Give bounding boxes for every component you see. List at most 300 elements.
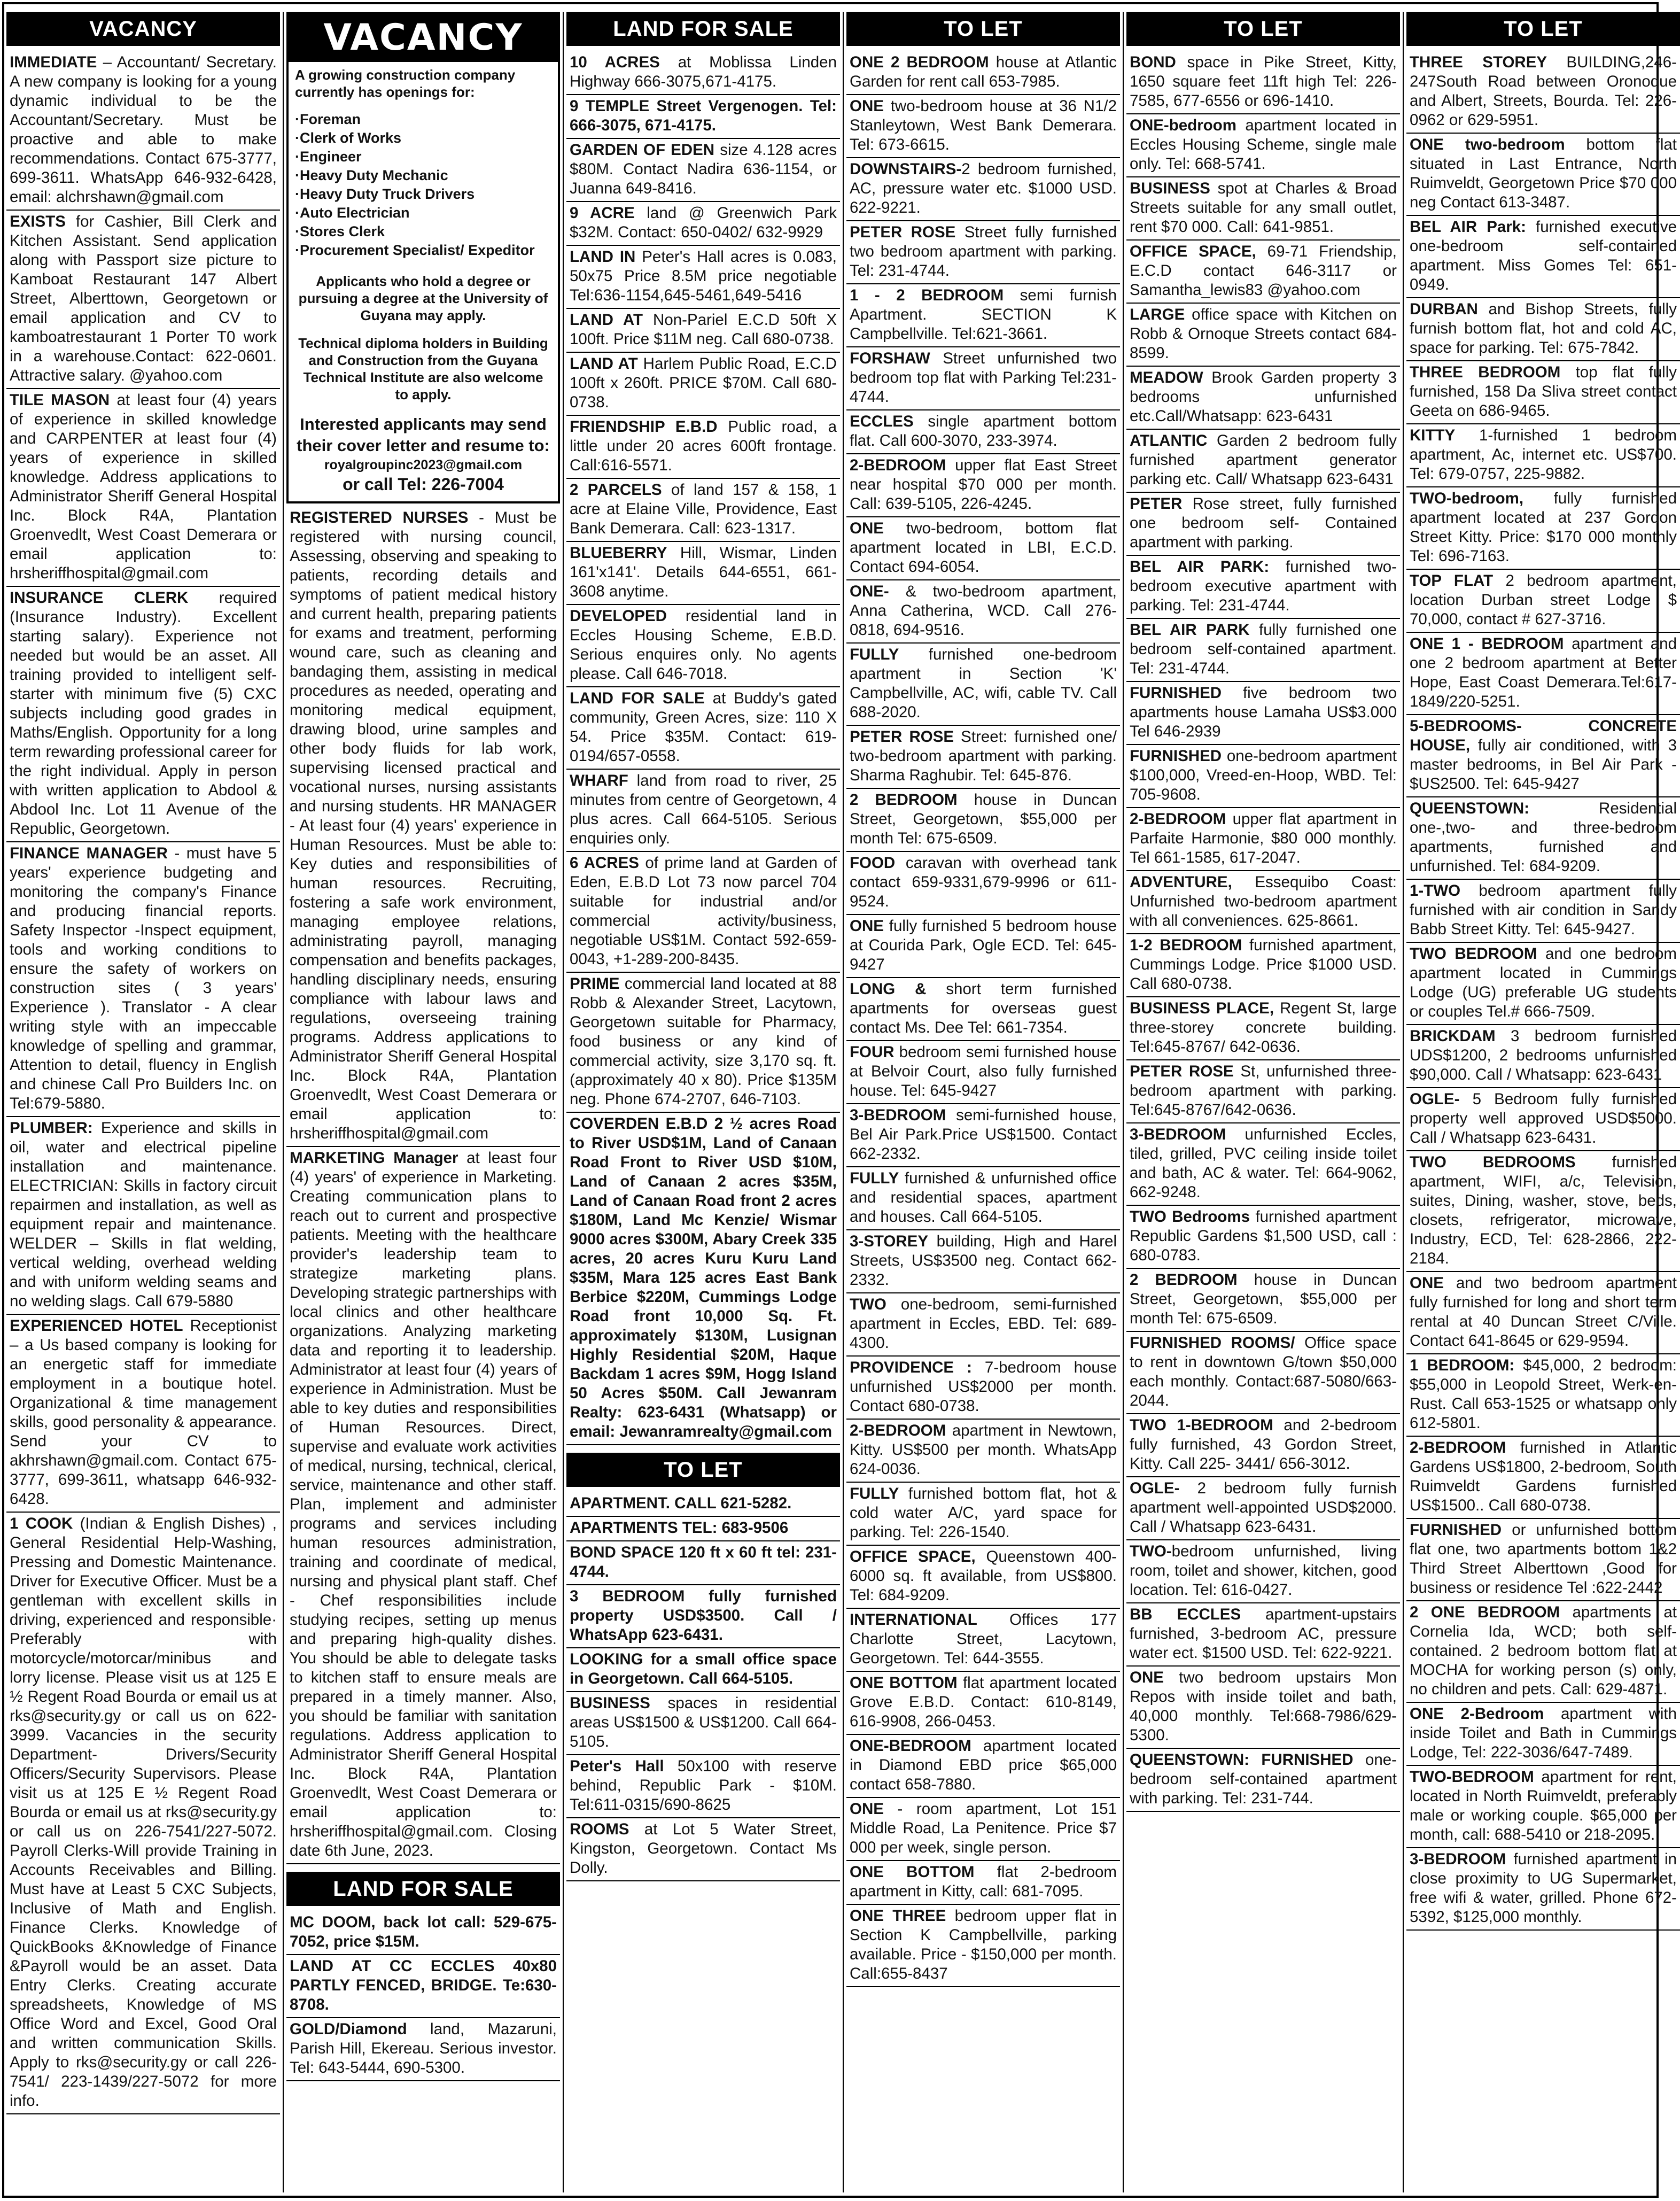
ad-text: house in Duncan Street, Georgetown, $55,000 per month Tel: 675-6509.	[1130, 1271, 1397, 1327]
classified-ad	[1406, 1272, 1680, 1354]
ad-lead: BLUEBERRY	[570, 544, 667, 562]
ad-text: bedroom upper flat in Section K Campbellville, parking available. Price - $150,000 per month. Call:655-8437	[850, 1907, 1117, 1982]
ad-text: apartment-upstairs furnished, 3-bedroom AC, pressure water ect. $1500 USD. Tel: 622-9221.	[1130, 1606, 1397, 1662]
ad-text: furnished two-bedroom executive apartment with parking. Tel: 231-4744.	[1130, 558, 1397, 614]
classified-ad	[566, 1492, 840, 1517]
classified-ad	[1126, 1414, 1400, 1477]
ad-text: and two bedroom apartment fully furnished for long and short term rental at 40 Duncan Street C/Ville. Contact 641-8645 or 629-9594.	[1410, 1274, 1677, 1350]
classified-ad	[286, 1147, 560, 1864]
ad-text: 40x80 PARTLY FENCED, BRIDGE. Te:630-8708.	[290, 1957, 557, 2013]
ad-text: St, unfurnished three-bedroom apartment with parking. Tel:645-8767/642-0636.	[1130, 1063, 1397, 1119]
ad-lead: TWO BEDROOM	[1410, 945, 1537, 963]
ad-text: and 2-bedroom fully furnished, 43 Gordon Street, Kitty. Call 225- 3441/ 656-3012.	[1130, 1416, 1397, 1472]
classified-ad	[1406, 1088, 1680, 1151]
classified-ad	[1406, 1766, 1680, 1848]
display-ad-cta: Interested applicants may send their cover letter and resume to:	[297, 415, 550, 455]
ad-lead: GARDEN OF EDEN	[570, 141, 715, 159]
display-ad-title: VACANCY	[289, 14, 558, 62]
ad-text: 69-71 Friendship, E.C.D contact 646-3117 or Samantha_lewis83 @yahoo.com	[1130, 243, 1397, 299]
classified-ad	[1126, 304, 1400, 367]
ad-lead: ONE	[850, 520, 884, 537]
classified-ad	[566, 51, 840, 95]
classified-ad	[1406, 51, 1680, 134]
role-item: ·Auto Electrician	[295, 205, 410, 221]
ad-lead: DOWNSTAIRS-	[850, 160, 962, 178]
ad-text: Non-Pariel E.C.D 50ft X 100ft. Price $11M neg. Call 680-0738.	[570, 311, 837, 348]
ad-text: and one bedroom apartment located in Cummings Lodge (UG) preferable UG students or couples Tel.# 666-7509.	[1410, 945, 1677, 1020]
classified-ad	[846, 410, 1120, 454]
ad-text: Receptionist – a Us based company is looking for an energetic staff for immediate employment in a boutique hotel. Organizational & time management skills, good personality & appearance. Send your CV to akhrshawn@gmail.com. Contact 675-3777, 699-3611, whatsapp 646-932-6428.	[10, 1317, 277, 1508]
ad-lead: THREE STOREY	[1410, 53, 1547, 71]
ad-text: office space with Kitchen on Robb & Ornoque Streets contact 684-8599.	[1130, 306, 1397, 362]
ad-lead: MC DOOM,	[290, 1913, 376, 1931]
classified-ad	[846, 1546, 1120, 1609]
classified-ad	[566, 416, 840, 479]
ad-lead: KITTY	[1410, 427, 1456, 444]
classified-ad	[846, 1167, 1120, 1230]
ad-text: two-bedroom house at 36 N1/2 Stanleytown, West Bank Demerara. Tel: 673-6615.	[850, 97, 1117, 153]
classified-ad	[1126, 1477, 1400, 1540]
classified-ad	[1406, 1848, 1680, 1931]
ad-lead: 2 BEDROOM	[850, 791, 958, 809]
classified-ad	[1126, 1060, 1400, 1123]
ad-lead: 1-2 BEDROOM	[1130, 936, 1242, 954]
column-divider	[843, 12, 844, 2192]
ad-list	[1126, 51, 1400, 1812]
ad-text: apartment located in Eccles Housing Scheme, single male only. Tel: 668-5741.	[1130, 117, 1397, 173]
ad-lead: ADVENTURE,	[1130, 873, 1232, 891]
classified-ad	[1126, 682, 1400, 745]
ad-lead: ONE	[850, 97, 884, 115]
column-to-let-1	[846, 12, 1120, 2192]
classified-ad	[1406, 797, 1680, 880]
ad-lead: FURNISHED	[1410, 1521, 1502, 1539]
ad-lead: PRIME	[570, 975, 620, 993]
classified-ad	[1406, 1025, 1680, 1088]
ad-lead: Peter's Hall	[570, 1757, 664, 1775]
ad-text: Brook Garden property 3 bedrooms unfurnished etc.Call/Whatsapp: 623-6431	[1130, 369, 1397, 425]
classified-ad	[846, 1041, 1120, 1104]
classified-ad	[566, 353, 840, 416]
classified-ad	[1126, 1749, 1400, 1812]
classified-ad	[846, 158, 1120, 221]
ad-text: furnished & unfurnished office and residential spaces, apartment and houses. Call 664-5105.	[850, 1169, 1117, 1226]
ad-lead: MARKETING Manager	[290, 1149, 458, 1167]
ad-lead: APARTMENT.	[570, 1494, 670, 1512]
column-to-let-2	[1126, 12, 1400, 2192]
classified-ad	[6, 1513, 280, 2114]
ad-text: BUILDING,246-247South Road between Oronoque and Albert, Streets, Bourda. Tel: 226-0962 or 629-5951.	[1410, 53, 1677, 129]
role-item: ·Clerk of Works	[295, 130, 402, 146]
ad-text: 2 bedroom fully furnish apartment well-appointed USD$2000. Call / Whatsapp 623-6431.	[1130, 1479, 1397, 1536]
ad-text: Public road, a little under 20 acres 600ft frontage. Call:616-5571.	[570, 418, 837, 474]
ad-text: Offices 177 Charlotte Street, Lacytown, Georgetown. Tel: 644-3555.	[850, 1611, 1117, 1667]
ad-lead: FURNISHED ROOMS/	[1130, 1334, 1295, 1352]
ad-lead: LONG &	[850, 980, 927, 998]
classified-ad	[846, 726, 1120, 789]
ad-lead: OGLE-	[1130, 1479, 1180, 1497]
ad-text: bottom flat situated in Last Entrance, North Ruimveldt, Georgetown Price $70 000 neg Contact 613-3487.	[1410, 136, 1677, 211]
ad-list	[1406, 51, 1680, 1931]
classified-ad	[566, 605, 840, 687]
ad-text: furnished apartment, WIFI, a/c, Television, suites, Dining, washer, stove, beds, closets, refrigerator, microwave, Industry, ECD, Tel: 628-2866, 222-2184.	[1410, 1153, 1677, 1267]
ad-lead: PETER ROSE	[1130, 1063, 1234, 1080]
classified-ad	[846, 1609, 1120, 1672]
classified-ad	[1406, 298, 1680, 361]
ad-lead: PETER ROSE	[850, 223, 956, 241]
ad-text: bedroom semi furnished house at Belvoir Court, also fully furnished house. Tel: 645-9427	[850, 1043, 1117, 1099]
ad-list	[566, 51, 840, 1445]
ad-lead: FULLY	[850, 1169, 899, 1187]
ad-lead: DEVELOPED	[570, 607, 667, 625]
classified-ad	[846, 978, 1120, 1041]
ad-lead: 3-STOREY	[850, 1233, 928, 1250]
ad-lead: INTERNATIONAL	[850, 1611, 977, 1629]
ad-text: land from road to river, 25 minutes from centre of Georgetown, 4 plus acres. Call 664-5105. Serious enquiries only.	[570, 772, 837, 847]
column-to-let-3	[1406, 12, 1680, 2192]
ad-lead: INSURANCE CLERK	[10, 589, 189, 607]
ad-text: 1-furnished 1 bedroom apartment, Ac, internet etc. US$700. Tel: 679-0757, 225-9882.	[1410, 427, 1677, 483]
ad-text: Street: furnished one/ two-bedroom apartment with parking. Sharma Raghubir. Tel: 645-876.	[850, 728, 1117, 784]
ad-text: land @ Greenwich Park $32M. Contact: 650-0402/ 632-9929	[570, 204, 837, 241]
classified-ad	[286, 1911, 560, 1955]
classified-ad	[6, 211, 280, 389]
ad-text: for a small office space in Georgetown. Call 664-5105.	[570, 1650, 837, 1687]
ad-lead: PETER ROSE	[850, 728, 954, 746]
ad-text: one-bedroom, semi-furnished apartment in Eccles, EBD. Tel: 689-4300.	[850, 1296, 1117, 1352]
ad-text: semi-furnished house, Bel Air Park.Price US$1500. Contact 662-2332.	[850, 1106, 1117, 1162]
ad-text: caravan with overhead tank contact 659-9331,679-9996 or 611-9524.	[850, 854, 1117, 910]
ad-text: two bedroom upstairs Mon Repos with inside toilet and bath, 40,000 monthly. Tel:668-7986/629-5300.	[1130, 1669, 1397, 1744]
ad-text: at least four (4) years of experience in skilled knowledge and CARPENTER at least four (4) years of experience in skilled knowledge. Address applications to Administrator Sheriff General Hospital Inc. Block R4A, Plantation Groenvedlt, West Coast Demerara or email application to: hrsheriffhospital@gmail.com	[10, 391, 277, 582]
ad-lead: 2 ONE BEDROOM	[1410, 1603, 1560, 1621]
ad-lead: 1-TWO	[1410, 882, 1461, 900]
ad-lead: 2 BEDROOM	[1130, 1271, 1238, 1289]
ad-list	[846, 51, 1120, 1987]
ad-text: and Bishop Streets, fully furnish bottom flat, hot and cold AC, space for parking. Tel: 675-7842.	[1410, 300, 1677, 356]
section-header: VACANCY	[6, 12, 280, 46]
ad-lead: 3-BEDROOM	[1410, 1850, 1506, 1868]
ad-text: commercial land located at 88 Robb & Alexander Street, Lacytown, Georgetown suitable for Pharmacy, food business or any kind of commercial activity, size 3,170 sq. ft. (approximately 40 x 80). Price $135M neg. Phone 674-2707, 646-7103.	[570, 975, 837, 1108]
ad-lead: BEL AIR PARK:	[1130, 558, 1270, 576]
ad-text: Vergenogen. Tel: 666-3075, 671-4175.	[570, 97, 837, 134]
classified-ad	[6, 1315, 280, 1513]
column-divider	[1403, 12, 1404, 2192]
classified-ad	[1126, 1269, 1400, 1332]
display-ad-email: royalgroupinc2023@gmail.com	[324, 458, 523, 472]
classified-ad	[1406, 570, 1680, 633]
column-divider	[563, 12, 564, 2192]
ad-lead: ONE	[850, 1800, 884, 1818]
display-ad-roles	[289, 110, 558, 260]
ad-lead: LAND AT CC ECCLES	[290, 1957, 495, 1975]
ad-lead: PROVIDENCE :	[850, 1359, 972, 1376]
ad-text: - must have 5 years' experience budgeting and monitoring the company's Finance and producing financial reports. Safety Inspector -Inspect equipment, tools and working conditions to ensure the safety of workers on construction sites ( 3 years' Experience ). Translator - A clear writing style with an impeccable knowledge of spelling and grammar, Attention to detail, fluency in English and chinese Call Pro Builders Inc. on Tel:679-5880.	[10, 844, 277, 1112]
ad-lead: FOOD	[850, 854, 896, 872]
ad-text: at Buddy's gated community, Green Acres, size: 110 X 54. Price $35M. Contact: 619-0194/657-0558.	[570, 689, 837, 765]
classified-ad	[286, 2018, 560, 2081]
ad-text: fully furnished property USD$3500. Call / WhatsApp 623-6431.	[570, 1587, 837, 1644]
ad-list	[286, 507, 560, 1864]
ad-lead: TWO Bedrooms	[1130, 1208, 1250, 1226]
ad-text: house in Duncan Street, Georgetown, $55,000 per month Tel: 675-6509.	[850, 791, 1117, 847]
ad-lead: BOND	[1130, 53, 1176, 71]
ad-text: furnished bottom flat, hot & cold water A/C, yard space for parking. Tel: 226-1540.	[850, 1485, 1117, 1541]
ad-lead: BUSINESS	[570, 1694, 650, 1712]
ad-lead: COVERDEN E.B.D 2 ½	[570, 1115, 743, 1133]
ad-lead: EXPERIENCED HOTEL	[10, 1317, 183, 1335]
ad-text: of prime land at Garden of Eden, E.B.D Lot 73 now parcel 704 suitable for industrial and/or commercial activity/business, negotiable US$1M. Contact 592-659-0043, +1-289-200-8435.	[570, 854, 837, 968]
ad-list	[6, 51, 280, 2114]
ad-text: furnished in Atlantic Gardens US$1800, 2-bedroom, South Ruimveldt Gardens furnished US$1500.. Call 680-0738.	[1410, 1439, 1677, 1514]
classified-ad	[1406, 943, 1680, 1025]
ad-lead: 2 PARCELS	[570, 481, 662, 499]
classified-ad	[846, 1735, 1120, 1798]
ad-text: apartments at Cornelia Ida, WCD; both self-contained. 2 bedroom bottom flat at MOCHA for working person (s) only, no children and pets. Call: 629-4871.	[1410, 1603, 1677, 1698]
ad-text: single apartment bottom flat. Call 600-3070, 233-3974.	[850, 413, 1117, 449]
classified-ad	[846, 1905, 1120, 1987]
ad-text: Hill, Wismar, Linden 161'x141'. Details 644-6551, 661-3608 anytime.	[570, 544, 837, 600]
classified-ad	[1406, 1519, 1680, 1601]
ad-lead: 3-BEDROOM	[850, 1106, 946, 1124]
ad-text: (Indian & English Dishes) , General Residential Help-Washing, Pressing and Domestic Maintenance. Driver for Executive Officer. Must be a gentleman with excellent skills in driving, experienced and responsible· Preferably with motorcycle/motorcar/minibus and lorry license. Please visit us at 125 E ½ Regent Road Bourda or email us at rks@security.gy or call us on 622-3999. Vacancies in the security Department- Drivers/Security Officers/Security Supervisors. Please visit us at 125 E ½ Regent Road Bourda or email us at rks@security.gy or call us on 226-7541/227-5072. Payroll Clerks-Will provide Training in Accounts Receivables and Billing. Must have at Least 5 CXC Subjects, Inclusive of Math and English. Finance Clerks. Knowledge of QuickBooks &Knowledge of Finance &Payroll would be an asset. Data Entry Clerks. Creating accurate spreadsheets, Knowledge of MS Office Word and Excel, Good Oral and written communication Skills. Apply to rks@security.gy or call 226-7541/ 223-1439/227-5072 for more info.	[10, 1515, 277, 2110]
classified-ad	[846, 852, 1120, 915]
ad-lead: BB ECCLES	[1130, 1606, 1241, 1623]
classified-ad	[566, 202, 840, 246]
ad-text: fully furnished apartment located at 237 Gordon Street Kitty. Price: $170 000 monthly Tel: 696-7163.	[1410, 490, 1677, 565]
section-header: LAND FOR SALE	[566, 12, 840, 46]
classified-ad	[286, 507, 560, 1147]
ad-text: Peter's Hall acres is 0.083, 50x75 Price 8.5M price negotiable Tel:636-1154,645-5461,649-5416	[570, 248, 837, 304]
column-land-for-sale	[566, 12, 840, 2192]
ad-text: furnished one-bedroom apartment in Section 'K' Campbellville, AC, wifi, cable TV. Call 688-2020.	[850, 646, 1117, 721]
classified-ad	[566, 1818, 840, 1881]
classified-ad	[566, 95, 840, 139]
classified-ad	[566, 687, 840, 770]
ad-lead: BUSINESS	[1130, 180, 1210, 197]
ad-text: & two-bedroom apartment, Anna Catherina, WCD. Call 276-0818, 694-9516.	[850, 583, 1117, 639]
ad-lead: TWO-bedroom,	[1410, 490, 1524, 507]
ad-text: fully air conditioned, with 3 master bedrooms, in Bel Air Park - $US2500. Tel: 645-9427	[1410, 737, 1677, 793]
ad-lead: BRICKDAM	[1410, 1027, 1496, 1045]
ad-text: 120 ft x 60 ft tel: 231-4744.	[570, 1544, 837, 1580]
ad-lead: TILE MASON	[10, 391, 110, 409]
ad-text: upper flat East Street near hospital $70 000 per month. Call: 639-5105, 226-4245.	[850, 456, 1117, 513]
classified-ad	[1406, 1437, 1680, 1519]
classified-ad	[846, 1357, 1120, 1420]
ad-lead: ONE two-bedroom	[1410, 136, 1565, 153]
ad-text: unfurnished Eccles, tiled, grilled, PVC ceiling inside toilet and bath, AC & water. Tel: 664-9062, 662-9248.	[1130, 1126, 1397, 1201]
classified-ad	[846, 915, 1120, 978]
classified-ad	[566, 139, 840, 202]
classified-ad	[846, 1230, 1120, 1293]
ad-text: 2 bedroom furnished, AC, pressure water etc. $1000 USD. 622-9221.	[850, 160, 1117, 216]
classified-ad	[566, 1585, 840, 1648]
ad-text: Office space to rent in downtown G/town $50,000 each monthly. Contact:687-5080/663-2044.	[1130, 1334, 1397, 1409]
ad-lead: FOUR	[850, 1043, 895, 1061]
classified-ad	[286, 1955, 560, 2018]
ad-lead: FURNISHED	[1130, 747, 1222, 765]
classified-ad	[846, 347, 1120, 410]
ad-lead: WHARF	[570, 772, 628, 789]
classified-ad	[566, 246, 840, 309]
ad-text: of land 157 & 158, 1 acre at Elaine Ville, Providence, East Bank Demerara. Call: 623-1317.	[570, 481, 837, 537]
classified-ad	[6, 51, 280, 211]
ad-lead: REGISTERED NURSES	[290, 509, 469, 526]
ad-lead: DURBAN	[1410, 300, 1478, 318]
ad-text: Regent St, large three-storey concrete building. Tel:645-8767/ 642-0636.	[1130, 999, 1397, 1056]
ad-text: at Moblissa Linden Highway 666-3075,671-4175.	[570, 53, 837, 90]
ad-text: required (Insurance Industry). Excellent starting salary). Experience not needed but would be an asset. All training provided to intelligent self-starter with minimum five (5) CXC subjects including good grades in Maths/English. Opportunity for a long term rewarding professional career for the right individual. Apply in person with written application to Abdool & Abdool Inc. Lot 11 Avenue of the Republic, Georgetown.	[10, 589, 277, 838]
ad-text: semi furnish Apartment. SECTION K Campbellville. Tel:621-3661.	[850, 286, 1117, 343]
classified-ad	[1126, 1123, 1400, 1206]
ad-text: size 4.128 acres $80M. Contact Nadira 636-1154, or Juanna 649-8416.	[570, 141, 837, 197]
classified-ad	[1406, 715, 1680, 797]
section-header: TO LET	[1126, 12, 1400, 46]
ad-list	[286, 1911, 560, 2081]
ad-lead: FORSHAW	[850, 350, 930, 367]
ad-lead: THREE BEDROOM	[1410, 363, 1561, 381]
classified-ad	[846, 644, 1120, 726]
section-header: LAND FOR SALE	[286, 1872, 560, 1906]
ad-text: TEL: 683-9506	[678, 1519, 789, 1537]
classified-ad	[566, 1517, 840, 1541]
ad-lead: 2-BEDROOM	[1410, 1439, 1506, 1456]
classified-ad	[566, 542, 840, 605]
role-item: ·Foreman	[295, 111, 361, 127]
classified-ad	[1126, 619, 1400, 682]
ad-text: Rose street, fully furnished one bedroom self- Contained apartment with parking.	[1130, 495, 1397, 551]
classified-ad	[6, 1117, 280, 1315]
ad-text: Queenstown 400-6000 sq. ft available, from US$800. Tel: 684-9209.	[850, 1548, 1117, 1604]
classified-ad	[1406, 1151, 1680, 1272]
classified-ad	[846, 1798, 1120, 1861]
ad-lead: LAND AT	[570, 355, 638, 373]
classified-ad	[6, 587, 280, 842]
classified-ad	[1126, 997, 1400, 1060]
ad-text: furnished executive one-bedroom self-contained apartment. Miss Gomes Tel: 651-0949.	[1410, 218, 1677, 293]
classified-ad	[566, 973, 840, 1113]
classified-ad	[846, 95, 1120, 158]
role-item: ·Engineer	[295, 149, 362, 165]
classified-ad	[1406, 880, 1680, 943]
ad-lead: ONE-bedroom	[1130, 117, 1236, 134]
ad-text: CALL 621-5282.	[670, 1494, 792, 1512]
ad-lead: TWO BEDROOMS	[1410, 1153, 1576, 1171]
ad-lead: IMMEDIATE	[10, 53, 97, 71]
ad-list	[566, 1492, 840, 1881]
ad-text: Street fully furnished two bedroom apartment with parking. Tel: 231-4744.	[850, 223, 1117, 280]
ad-text: residential land in Eccles Housing Scheme, E.B.D. Serious enquires only. No agents please. Call 646-7018.	[570, 607, 837, 683]
ad-text: 7-bedroom house unfurnished US$2000 per month. Contact 680-0738.	[850, 1359, 1117, 1415]
classified-ad	[1126, 177, 1400, 241]
section-header: TO LET	[846, 12, 1120, 46]
classified-ad	[846, 454, 1120, 517]
ad-text: 2 bedroom apartment, location Durban street Lodge $ 70,000, contact # 627-3716.	[1410, 572, 1677, 628]
ad-lead: BEL AIR PARK	[1130, 621, 1250, 639]
ad-lead: TOP FLAT	[1410, 572, 1494, 590]
ad-text: apartment with inside Toilet and Bath in Cummings Lodge, Tel: 222-3036/647-7489.	[1410, 1705, 1677, 1761]
ad-text: furnished apartment, Cummings Lodge. Price $1000 USD. Call 680-0738.	[1130, 936, 1397, 993]
ad-text: flat apartment located Grove E.B.D. Contact: 610-8149, 616-9908, 266-0453.	[850, 1674, 1117, 1730]
ad-text: at least four (4) years' of experience in Marketing. Creating communication plans to reach out to current and prospective patients. Meeting with the healthcare provider's leadership team to strategize marketing plans. Developing strategic partnerships with local clinics and other healthcare organizations. Analyzing marketing data and reporting it to leadership. Administrator at least four (4) years of experience in Administration. Must be able to key duties and responsibilities of Human Resources. Direct, supervise and evaluate work activities of medical, nursing, technical, clerical, service, maintenance and other staff. Plan, implement and administer programs and services including human resources administration, training and coordinate of medical, nursing and physical plant staff. Chef - Chef responsibilities include studying recipes, setting up menus and preparing high-quality dishes. You should be able to delegate tasks to kitchen staff to ensure meals are prepared in a timely manner. Also, you should be familiar with sanitation regulations. Address application to Administrator Sheriff General Hospital Inc. Block R4A, Plantation Groenvedlt, West Coast Demerara or email application to: hrsheriffhospital@gmail.com. Closing date 6th June, 2023.	[290, 1149, 557, 1859]
display-ad-diploma-note: Technical diploma holders in Building and Construction from the Guyana Technical Institute are also welcome to apply.	[298, 335, 548, 402]
ad-lead: FULLY	[850, 1485, 899, 1502]
ad-lead: 2-BEDROOM	[850, 456, 946, 474]
ad-lead: ONE BOTTOM	[850, 1863, 975, 1881]
ad-lead: ONE	[1130, 1669, 1164, 1686]
column-vacancy-box	[286, 12, 560, 2192]
ad-lead: ONE-	[850, 583, 889, 600]
classified-ad	[1126, 934, 1400, 997]
classified-ad	[566, 1755, 840, 1818]
ad-lead: ONE 2 BEDROOM	[850, 53, 989, 71]
ad-text: 3 bedroom furnished UDS$1200, 2 bedrooms unfurnished $90,000. Call / Whatsapp: 623-6431	[1410, 1027, 1677, 1083]
classified-ad	[1406, 487, 1680, 570]
classified-ad	[6, 842, 280, 1117]
ad-lead: 9 ACRE	[570, 204, 635, 222]
ad-lead: ONE	[1410, 1274, 1444, 1292]
ad-lead: PETER	[1130, 495, 1183, 513]
role-item: ·Stores Clerk	[295, 223, 385, 239]
classified-ad	[1406, 1703, 1680, 1766]
ad-text: Residential one-,two- and three-bedroom apartments, furnished and unfurnished. Tel: 684-9209.	[1410, 800, 1677, 875]
ad-text: fully furnished one bedroom self-contained apartment. Tel: 231-4744.	[1130, 621, 1397, 677]
ad-lead: OFFICE SPACE,	[850, 1548, 976, 1565]
classified-ad	[1406, 424, 1680, 487]
ad-text: spaces in residential areas US$1500 & US$1200. Call 664-5105.	[570, 1694, 837, 1750]
ad-lead: ONE 2-Bedroom	[1410, 1705, 1544, 1723]
ad-lead: 6 ACRES	[570, 854, 639, 872]
classified-ad	[566, 1113, 840, 1445]
section-header: TO LET	[1406, 12, 1680, 46]
ad-text: 50x100 with reserve behind, Republic Park - $10M. Tel:611-0315/690-8625	[570, 1757, 837, 1813]
ad-lead: 3-BEDROOM	[1130, 1126, 1226, 1143]
ad-lead: ATLANTIC	[1130, 432, 1208, 449]
classified-ad	[846, 221, 1120, 284]
ad-lead: LAND FOR SALE	[570, 689, 705, 707]
ad-lead: ONE THREE	[850, 1907, 946, 1925]
ad-lead: ONE	[850, 917, 884, 935]
ad-text: Street unfurnished two bedroom top flat with Parking Tel:231-4744.	[850, 350, 1117, 406]
ad-lead: TWO	[850, 1296, 886, 1313]
classified-ad	[1406, 216, 1680, 298]
ad-text: apartment for rent, located in North Ruimveldt, preferably male or working couple. $65,000 per month, call: 688-5410 or 218-2095.	[1410, 1768, 1677, 1843]
ad-lead: EXISTS	[10, 213, 66, 230]
ad-text: $45,000, 2 bedroom: $55,000 in Leopold Street, Werk-en-Rust. Call 653-1525 or whatsapp only 612-5801.	[1410, 1357, 1677, 1432]
ad-text: one-bedroom self-contained apartment with parking. Tel: 231-744.	[1130, 1751, 1397, 1807]
classified-ad	[1406, 134, 1680, 216]
classified-ad	[1126, 1332, 1400, 1414]
classified-ad	[1126, 808, 1400, 871]
ad-text: at Lot 5 Water Street, Kingston, Georgetown. Contact Ms Dolly.	[570, 1820, 837, 1877]
classified-ad	[846, 789, 1120, 852]
ad-text: space in Pike Street, Kitty, 1650 square feet 11ft high Tel: 226-7585, 677-6556 or 696-1410.	[1130, 53, 1397, 110]
classified-ad	[1126, 745, 1400, 808]
ad-lead: GOLD/Diamond	[290, 2020, 407, 2038]
column-vacancy	[6, 12, 280, 2192]
classified-ad	[1126, 367, 1400, 430]
classified-ad	[1126, 241, 1400, 304]
ad-text: fully furnished 5 bedroom house at Courida Park, Ogle ECD. Tel: 645-9427	[850, 917, 1117, 973]
classified-ad	[1126, 1206, 1400, 1269]
section-header: TO LET	[566, 1453, 840, 1487]
classified-ad	[1126, 1603, 1400, 1667]
ad-text: or unfurnished bottom flat one, two apartments bottom 1&2 Third Street Alberttown ,Good for business or residence Tel :622-2442	[1410, 1521, 1677, 1596]
ad-lead: 1 COOK	[10, 1515, 73, 1532]
column-divider	[1123, 12, 1124, 2192]
display-ad-degree-note: Applicants who hold a degree or pursuing a degree at the University of Guyana may apply.	[298, 273, 548, 323]
